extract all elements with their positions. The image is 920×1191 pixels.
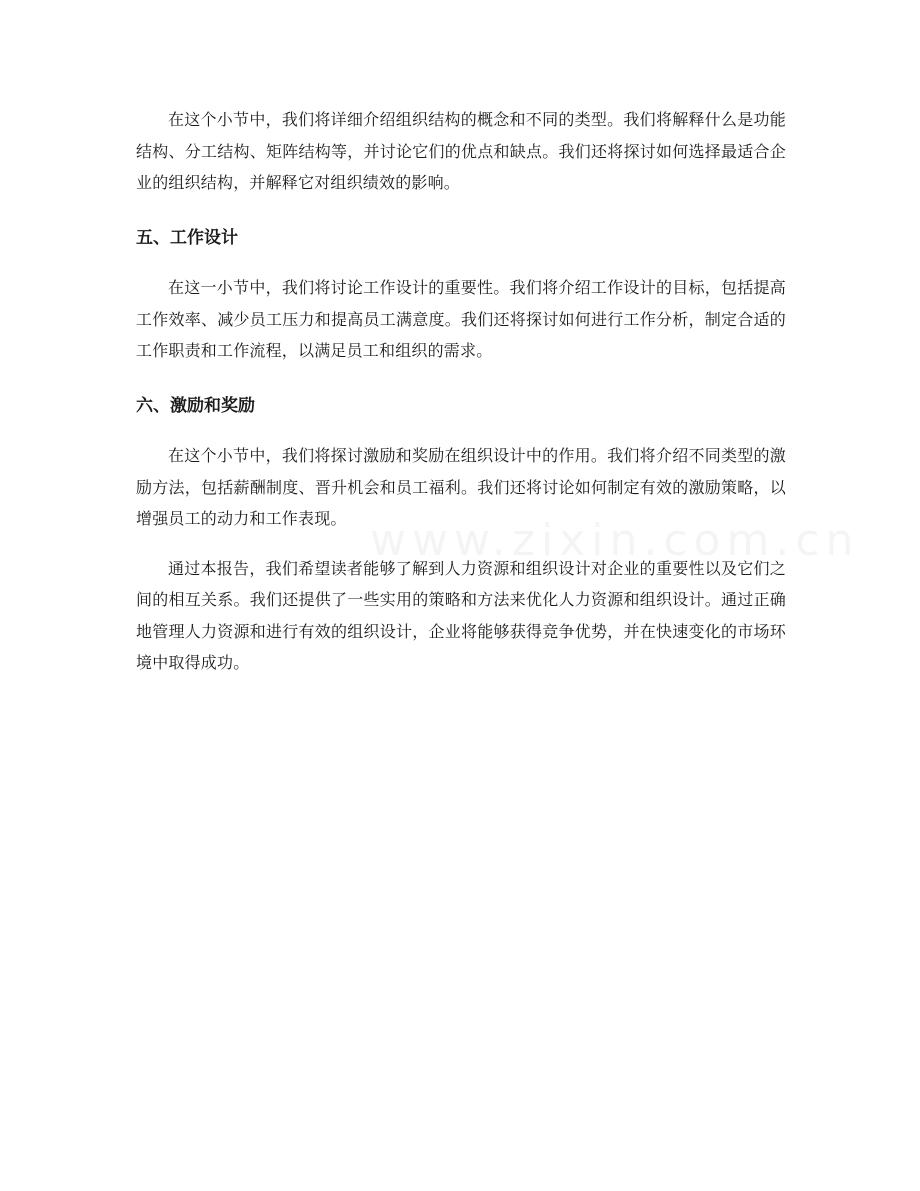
document-body <box>136 104 786 679</box>
section-heading-incentives: 六、激励和奖励 <box>136 395 255 416</box>
paragraph-incentives: 在这个小节中，我们将探讨激励和奖励在组织设计中的作用。我们将介绍不同类型的激励方法，包括薪酬制度、晋升机会和员工福利。我们还将讨论如何制定有效的激励策略，以增强员工的动力和工作表现。 <box>136 446 786 528</box>
spacer <box>136 367 786 391</box>
paragraph-org-structure: 在这个小节中，我们将详细介绍组织结构的概念和不同的类型。我们将解释什么是功能结构、分工结构、矩阵结构等，并讨论它们的优点和缺点。我们还将探讨如何选择最适合企业的组织结构，并解释它对组织绩效的影响。 <box>136 110 786 192</box>
paragraph-conclusion: 通过本报告，我们希望读者能够了解到人力资源和组织设计对企业的重要性以及它们之间的相互关系。我们还提供了一些实用的策略和方法来优化人力资源和组织设计。通过正确地管理人力资源和进行有效的组织设计，企业将能够获得竞争优势，并在快速变化的市场环境中取得成功。 <box>136 558 786 672</box>
spacer <box>136 199 786 223</box>
spacer <box>136 422 786 440</box>
spacer <box>136 254 786 272</box>
paragraph-job-design: 在这一小节中，我们将讨论工作设计的重要性。我们将介绍工作设计的目标，包括提高工作效率、减少员工压力和提高员工满意度。我们还将探讨如何进行工作分析，制定合适的工作职责和工作流程，以满足员工和组织的需求。 <box>136 278 786 360</box>
spacer <box>136 535 786 553</box>
section-heading-job-design: 五、工作设计 <box>136 227 238 248</box>
